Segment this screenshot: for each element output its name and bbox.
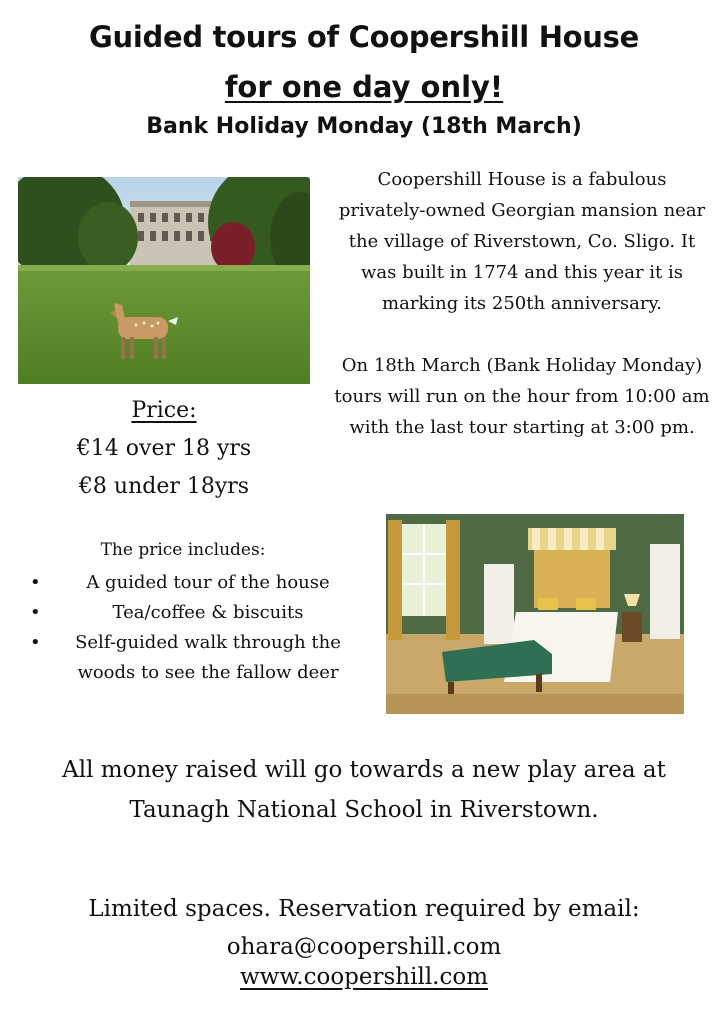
page-subtitle: for one day only! [224, 70, 504, 104]
price-over-18: €14 over 18 yrs [76, 436, 252, 461]
description-paragraph-history: Coopershill House is a fabulous privately-owned Georgian mansion near the village of Riverstown, Co. Sligo. It was built in 1774 and this year it is marking its 250th anniversary. [338, 169, 706, 314]
fundraising-note: All money raised will go towards a new play area at Taunagh National School in Riverstown. [62, 757, 666, 823]
bullet-icon: • [30, 572, 41, 593]
page-title: Guided tours of Coopershill House [89, 20, 639, 54]
includes-list [30, 568, 360, 688]
list-item [30, 568, 360, 598]
website-link[interactable]: www.coopershill.com [239, 964, 489, 990]
price-under-18: €8 under 18yrs [78, 474, 250, 499]
includes-heading: The price includes: [100, 540, 266, 560]
price-heading: Price: [131, 398, 197, 423]
reservation-note: Limited spaces. Reservation required by email: ohara@coopershill.com [88, 896, 640, 960]
list-item [30, 598, 360, 628]
house-deer-photo [18, 177, 310, 384]
includes-item-tour: A guided tour of the house [86, 572, 330, 593]
description-paragraph-schedule: On 18th March (Bank Holiday Monday) tours will run on the hour from 10:00 am with the last tour starting at 3:00 pm. [334, 355, 710, 438]
house-description [332, 164, 712, 474]
includes-item-tea: Tea/coffee & biscuits [112, 602, 304, 623]
bullet-icon: • [30, 632, 41, 653]
list-item [30, 628, 360, 688]
event-date: Bank Holiday Monday (18th March) [146, 114, 582, 139]
includes-item-walk: Self-guided walk through the woods to see the fallow deer [75, 632, 341, 683]
bedroom-photo [386, 514, 684, 714]
bullet-icon: • [30, 602, 41, 623]
